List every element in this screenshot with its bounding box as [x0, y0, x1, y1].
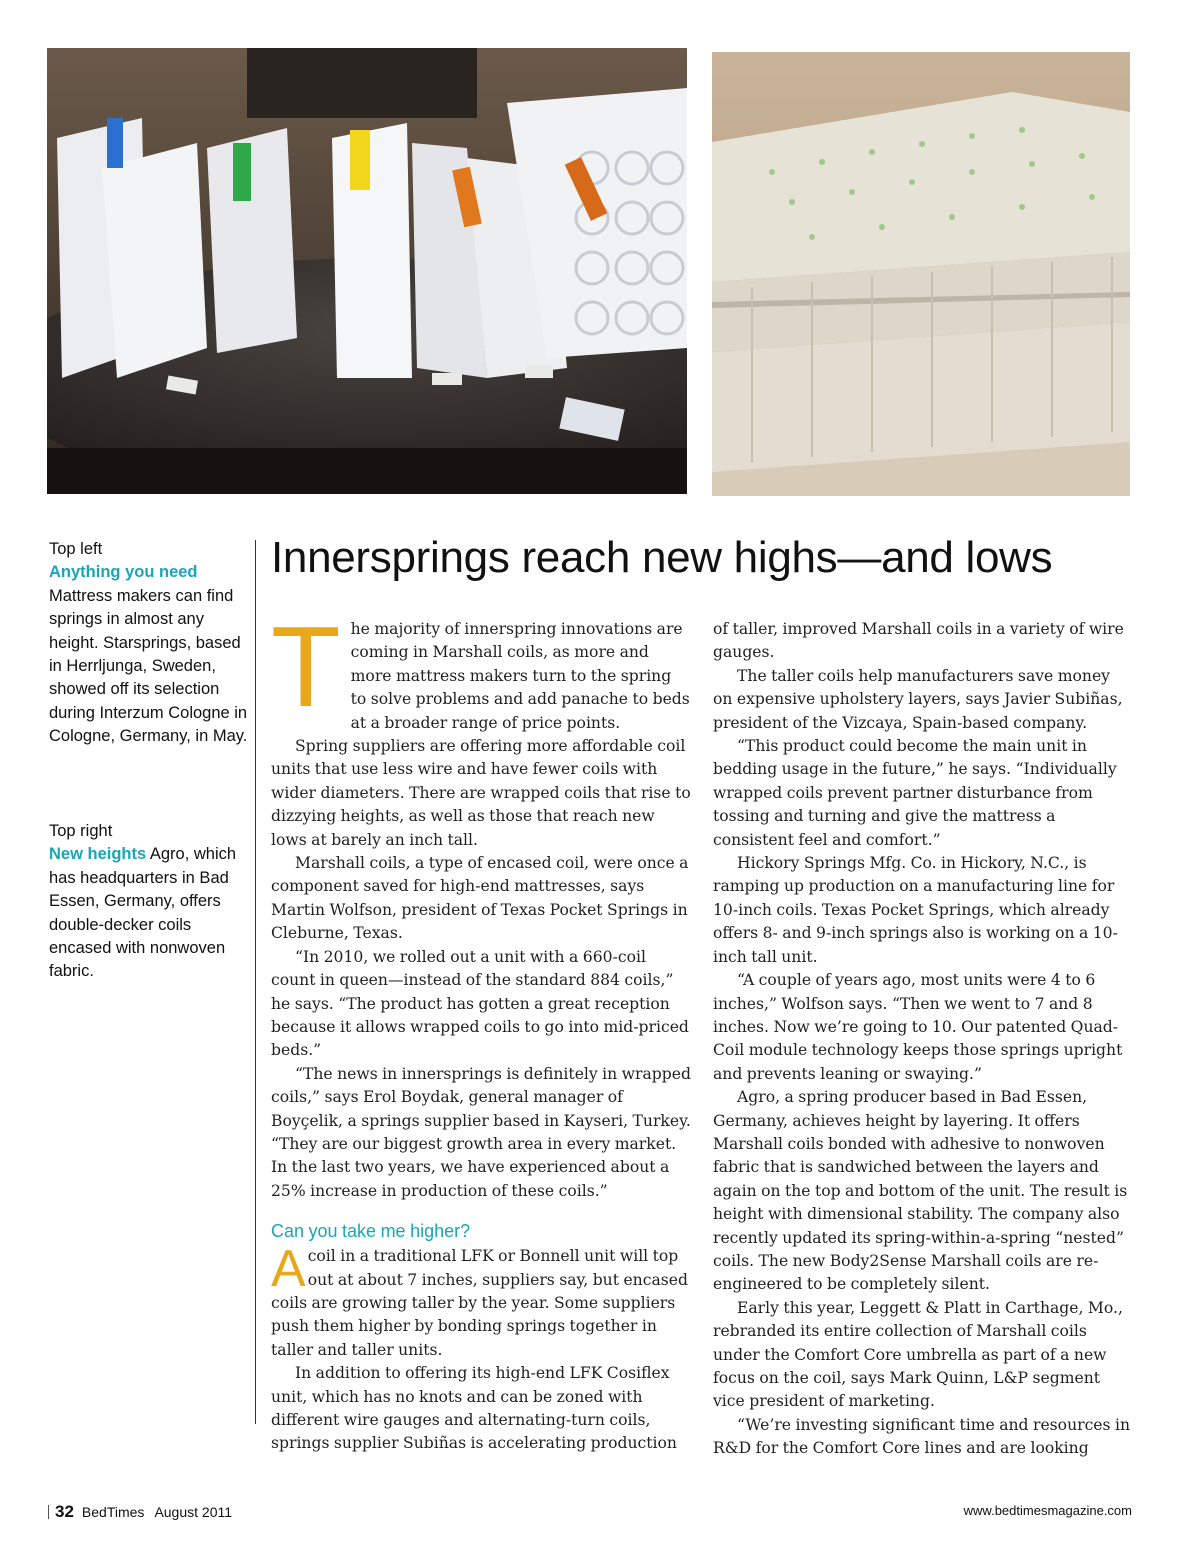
subheading: Can you take me higher? [271, 1221, 471, 1242]
caption-highlight: Anything you need [49, 563, 198, 582]
drop-cap: T [271, 604, 341, 731]
caption-label: Top right [49, 822, 113, 840]
article-intro-text: he majority of innerspring innovations are coming in Marshall coils, as more and more mattress makers turn to the spring to solve problems and add panache to beds at a broader range of price points. [350, 620, 690, 732]
column-divider [255, 540, 256, 1424]
article-paragraph: “This product could become the main unit in bedding usage in the future,” he says. “Individually wrapped coils prevent partner disturbance from tossing and turning and give the mattress a consistent feel and comfort.” [713, 737, 1117, 849]
photo-double-decker-coils-image [712, 52, 1130, 496]
article-paragraph: “A couple of years ago, most units were 4 to 6 inches,” Wolfson says. “Then we went to 7 and 8 inches. Now we’re going to 10. Our patented Quad-Coil module technology keeps those springs upright and prevents leaning or swaying.” [713, 971, 1123, 1083]
page-footer-left [48, 1502, 232, 1522]
publication-name: BedTimes [81, 1504, 145, 1520]
photo-spring-display-image [47, 48, 687, 494]
footer-divider [48, 1505, 49, 1519]
article-intro-paragraph [271, 604, 691, 735]
photo-spring-display [47, 48, 687, 494]
caption-text: Agro, which has headquarters in Bad Essen, Germany, offers double-decker coils encased with nonwoven fabric. [49, 845, 237, 981]
article-paragraph: In addition to offering its high-end LFK Cosiflex unit, which has no knots and can be zoned with different wire gauges and alternating-turn coils, springs supplier Subiñas is accelerating production [271, 1364, 677, 1453]
article-column-left [271, 604, 691, 1456]
section-intro-text: coil in a traditional LFK or Bonnell unit will top out at about 7 inches, suppliers say, but encased coils are growing taller by the year. Some suppliers push them higher by bonding springs together in taller and taller units. [271, 1247, 688, 1359]
article-continuation: of taller, improved Marshall coils in a variety of wire gauges. [713, 620, 1124, 662]
article-paragraph: The taller coils help manufacturers save money on expensive upholstery layers, says Javier Subiñas, president of the Vizcaya, Spain-based company. [713, 666, 1123, 732]
website-url: www.bedtimesmagazine.com [963, 1503, 1132, 1518]
page-number: 32 [55, 1502, 74, 1521]
article-paragraph: “The news in innersprings is definitely in wrapped coils,” says Erol Boydak, general manager of Boyçelik, a springs supplier based in Kayseri, Turkey. “They are our biggest growth area in every market. In the last two years, we have experienced about a 25% increase in production of these coils.” [271, 1064, 691, 1200]
article-paragraph: Marshall coils, a type of encased coil, were once a component saved for high-end mattresses, says Martin Wolfson, president of Texas Pocket Springs in Cleburne, Texas. [271, 854, 689, 943]
article-paragraph: Hickory Springs Mfg. Co. in Hickory, N.C., is ramping up production on a manufacturing line for 10-inch coils. Texas Pocket Springs, which already offers 8- and 9-inch springs also is working on a 10-inch tall unit. [713, 854, 1118, 966]
drop-cap-small: A [271, 1240, 306, 1299]
photo-caption-top-left [49, 538, 249, 749]
photo-caption-top-right [49, 820, 249, 984]
article-paragraph: Early this year, Leggett & Platt in Carthage, Mo., rebranded its entire collection of Marshall coils under the Comfort Core umbrella as part of a new focus on the coil, says Mark Quinn, L&P segment vice president of marketing. [713, 1298, 1123, 1411]
headline: Innersprings reach new highs—and lows [271, 533, 1053, 582]
issue-date: August 2011 [154, 1504, 233, 1520]
article-paragraph: “In 2010, we rolled out a unit with a 660-coil count in queen—instead of the standard 884 coils,” he says. “The product has gotten a great reception because it allows wrapped coils to go into mid-priced beds.” [271, 947, 689, 1060]
article-column-right [713, 618, 1133, 1461]
caption-body [49, 843, 249, 983]
photo-double-decker-coils [712, 52, 1130, 496]
article-paragraph: “We’re investing significant time and resources in R&D for the Comfort Core lines and are looking [713, 1415, 1131, 1458]
caption-highlight: New heights [49, 845, 147, 864]
section-intro-paragraph [271, 1240, 691, 1362]
article-paragraph: Agro, a spring producer based in Bad Essen, Germany, achieves height by layering. It offers Marshall coils bonded with adhesive to nonwoven fabric that is sandwiched between the layers and again on the top and bottom of the unit. The result is height with dimensional stability. The company also recently updated its spring-within-a-spring “nested” coils. The new Body2Sense Marshall coils are re-engineered to be completely silent. [713, 1088, 1128, 1294]
article-paragraph: Spring suppliers are offering more affordable coil units that use less wire and have fewer coils with wider diameters. There are wrapped coils that rise to dizzying heights, as well as those that reach new lows at barely an inch tall. [271, 737, 691, 849]
caption-label: Top left [49, 540, 103, 558]
caption-text: Mattress makers can find springs in almost any height. Starsprings, based in Herrljunga, Sweden, showed off its selection during Interzum Cologne in Cologne, Germany, in May. [49, 586, 248, 746]
